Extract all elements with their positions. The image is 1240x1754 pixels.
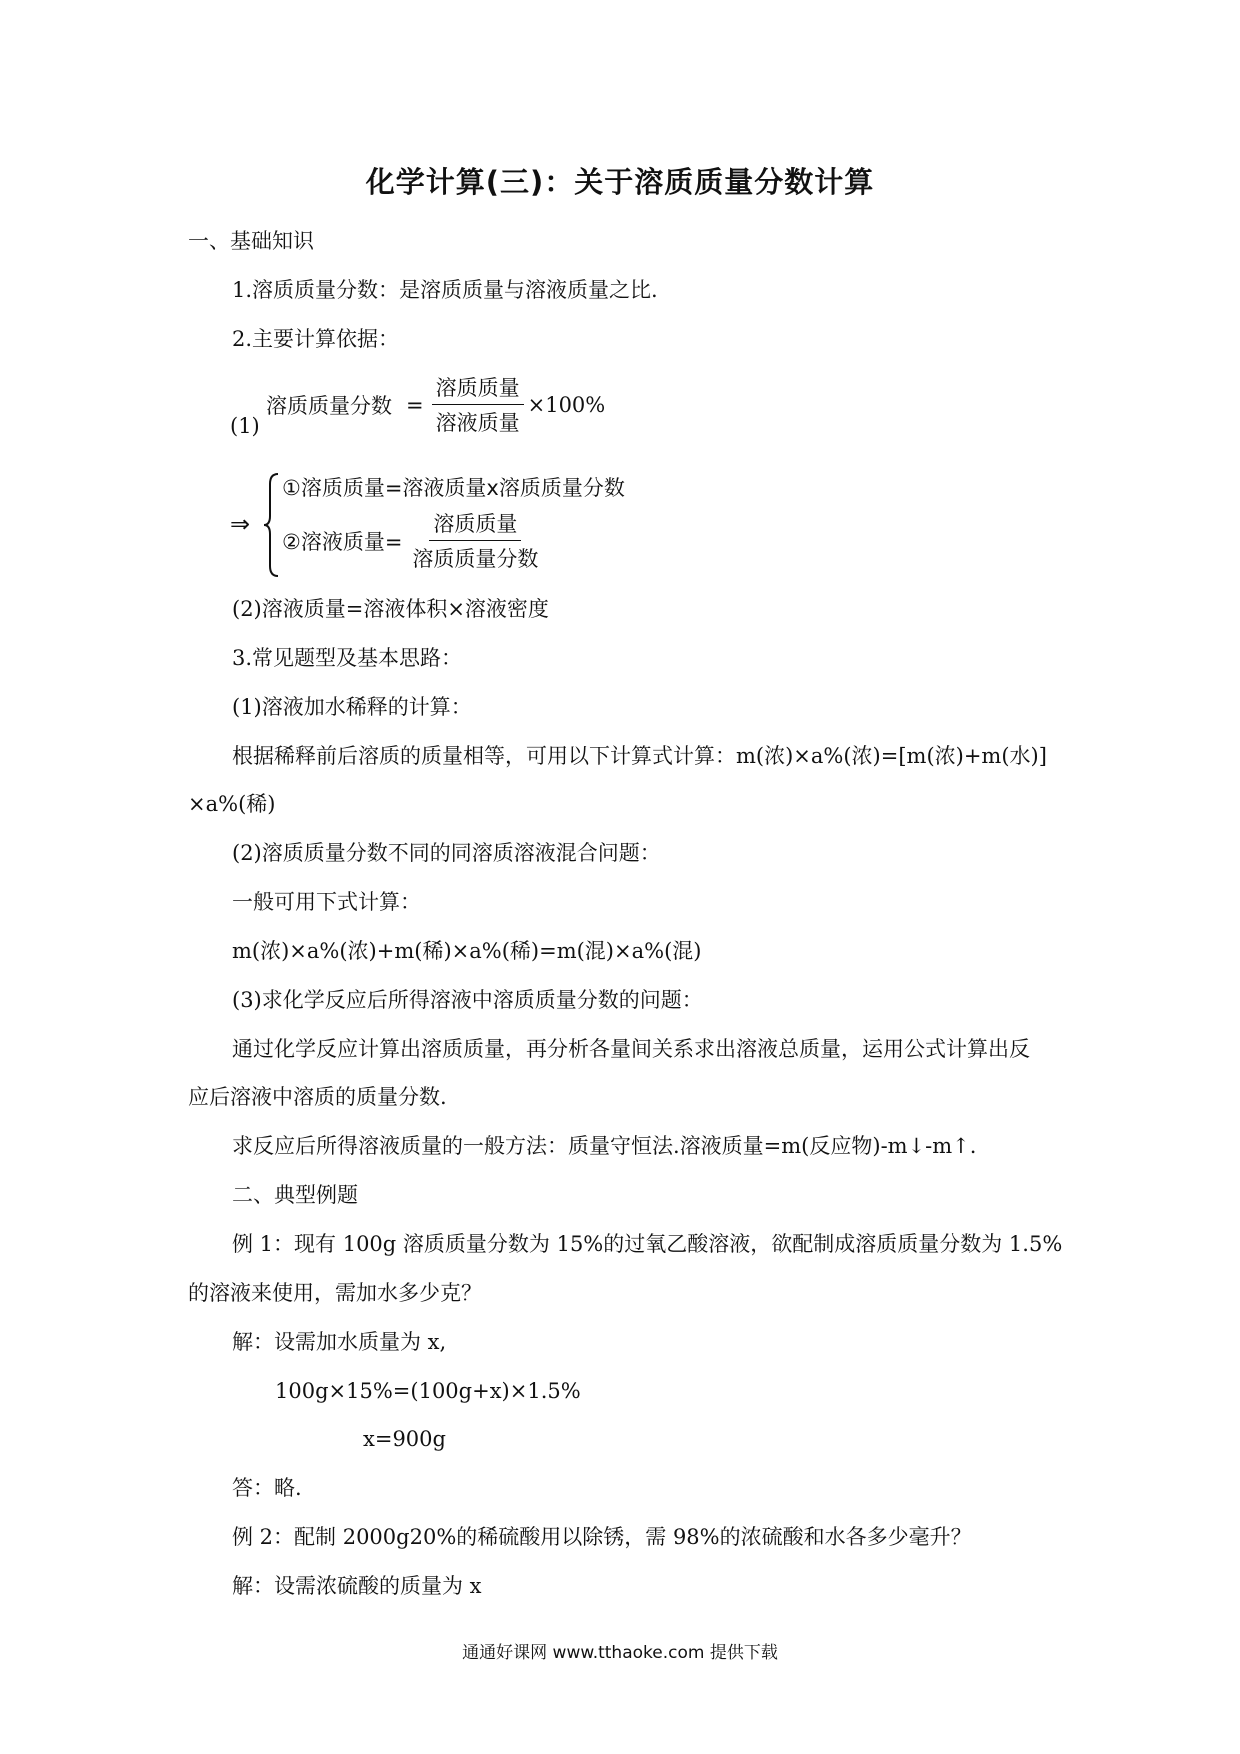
formula-row-2-lhs: ②溶液质量=	[282, 529, 403, 554]
paragraph-definition: 1.溶质质量分数：是溶质质量与溶液质量之比.	[232, 278, 658, 302]
paragraph-dilution-formula-cont: ×a%(稀)	[188, 792, 276, 816]
paragraph-general: 一般可用下式计算：	[232, 890, 421, 914]
formula-row-2-fraction	[408, 508, 542, 573]
formula-row-1: ①溶质质量=溶液质量x溶质质量分数	[282, 476, 625, 500]
example-1-question: 例 1：现有 100g 溶质质量分数为 15%的过氧乙酸溶液，欲配制成溶质质量分数为 1.5%	[232, 1232, 1063, 1256]
example-1-result: x=900g	[363, 1427, 446, 1451]
formula-fraction	[432, 372, 524, 437]
formula-tail: ×100%	[527, 392, 606, 417]
paragraph-basis: 2.主要计算依据：	[232, 327, 400, 351]
paragraph-dilution: (1)溶液加水稀释的计算：	[232, 695, 472, 719]
example-1-question-cont: 的溶液来使用，需加水多少克？	[188, 1281, 482, 1305]
paragraph-common-types: 3.常见题型及基本思路：	[232, 646, 463, 670]
paragraph-mixing-formula: m(浓)×a%(浓)+m(稀)×a%(稀)=m(混)×a%(混)	[232, 939, 702, 963]
paragraph-dilution-formula: 根据稀释前后溶质的质量相等，可用以下计算式计算：m(浓)×a%(浓)=[m(浓)+m(水)]	[232, 744, 1047, 768]
example-1-solution: 解：设需加水质量为 x,	[232, 1330, 447, 1354]
formula-lhs: 溶质质量分数	[266, 393, 392, 418]
section-heading-examples: 二、典型例题	[232, 1183, 358, 1207]
paragraph-conservation: 求反应后所得溶液质量的一般方法：质量守恒法.溶液质量=m(反应物)-m↓-m↑.	[232, 1134, 977, 1158]
example-2-solution: 解：设需浓硫酸的质量为 x	[232, 1574, 482, 1598]
paragraph-reaction-method: 通过化学反应计算出溶质质量，再分析各量间关系求出溶液总质量，运用公式计算出反	[232, 1037, 1030, 1061]
section-heading-basics: 一、基础知识	[188, 229, 314, 253]
fraction-denominator: 溶液质量	[435, 411, 520, 435]
fraction-numerator: 溶质质量	[429, 508, 521, 541]
formula-row-2	[282, 508, 542, 573]
fraction-numerator: 溶质质量	[432, 372, 524, 405]
brace-icon	[262, 470, 282, 580]
formula-equals: =	[406, 392, 424, 417]
example-2-question: 例 2：配制 2000g20%的稀硫酸用以除锈，需 98%的浓硫酸和水各多少毫升？	[232, 1525, 972, 1549]
page-title: 化学计算(三)：关于溶质质量分数计算	[365, 165, 875, 199]
paragraph-reaction-method-cont: 应后溶液中溶质的质量分数.	[188, 1085, 447, 1109]
paragraph-volume-density: (2)溶液质量=溶液体积×溶液密度	[232, 597, 549, 621]
page-footer: 通通好课网 www.tthaoke.com 提供下载	[462, 1643, 778, 1663]
paragraph-mixing: (2)溶质质量分数不同的同溶质溶液混合问题：	[232, 841, 661, 865]
example-1-equation: 100g×15%=(100g+x)×1.5%	[275, 1379, 581, 1403]
paragraph-reaction: (3)求化学反应后所得溶液中溶质质量分数的问题：	[232, 988, 703, 1012]
implies-arrow: ⇒	[230, 510, 251, 538]
fraction-denominator: 溶质质量分数	[412, 547, 539, 571]
example-1-answer: 答：略.	[232, 1476, 302, 1500]
formula-label: (1)	[230, 414, 260, 438]
